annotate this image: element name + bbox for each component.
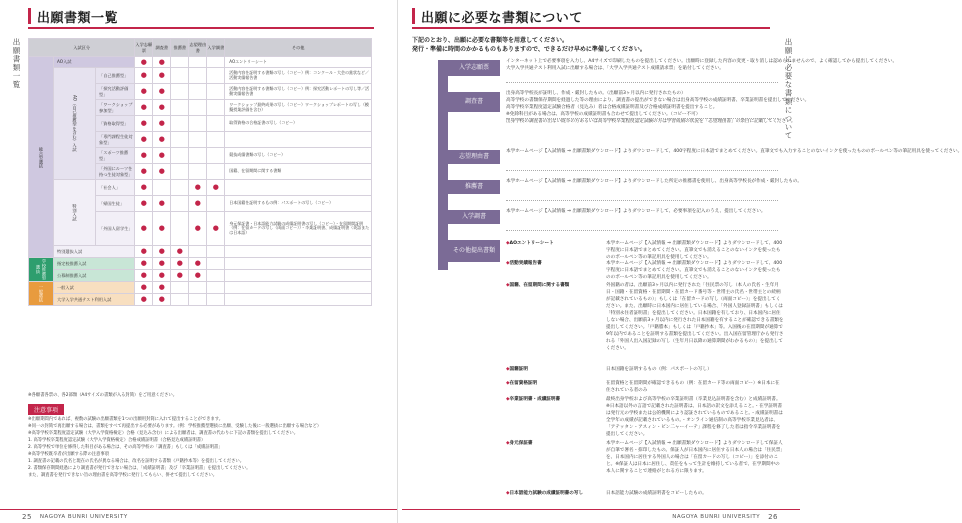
right-page	[402, 0, 962, 523]
check-cell	[153, 294, 171, 306]
other-docs	[225, 294, 372, 306]
other-docs: 競技成績書類の写し（コピー）	[225, 148, 372, 164]
other-docs: AOエントリーシート	[225, 57, 372, 68]
other-doc-text: 本学ホームページ【入試情報 ⇒ 出願書類ダウンロード】よりダウンロードして、400字程度に日本語でまとめてください。直筆文でも消えることのないインクを使ったもののボールペン等の筆記用具を使用してください。	[606, 261, 783, 280]
check-cell	[189, 116, 207, 132]
check-cell	[171, 116, 189, 132]
other-docs	[225, 270, 372, 282]
check-cell	[153, 57, 171, 68]
required-dot: ●	[176, 247, 183, 255]
footer-right	[402, 509, 800, 523]
check-cell	[189, 57, 207, 68]
required-dot: ●	[194, 183, 201, 191]
check-cell	[207, 294, 225, 306]
required-dot: ●	[140, 167, 147, 175]
title-underline	[412, 27, 770, 29]
other-doc-item	[506, 396, 784, 438]
other-docs	[225, 258, 372, 270]
required-dot: ●	[140, 119, 147, 127]
bullet-item: 出身学校の調査書の出ない既卒の方あるいは高等学校卒業程度認定試験の方は学習成績の状況を「志望理由書」の余白に記載してください。	[506, 119, 796, 124]
check-cell	[189, 148, 207, 164]
other-docs: 活動内容を証明する書類の写し（コピー）例：コンクール・大会の賞状など／活動実績報告書	[225, 68, 372, 84]
divider	[506, 200, 778, 201]
other-doc-label: ◆AOエントリーシート	[506, 241, 554, 246]
other-doc-text: 日本国籍を証明するもの（例：パスポートの写し）	[606, 367, 712, 372]
check-cell	[135, 68, 153, 84]
bullet-item: 高等学校の書類保存期間を経過した等の理由により、調査書の提出ができない場合は出身高等学校の成績証明書、卒業証明書を提出してください。	[506, 98, 810, 103]
required-dot: ●	[140, 151, 147, 159]
other-docs	[225, 132, 372, 148]
other-doc-item	[506, 490, 784, 502]
other-doc-text: 最終出身学校および高等学校の卒業証明書（卒業見込証明書を含む）と成績証明書。※日本語以外の言語で記載された証明書は、日本語の訳文を添えること。・在学証明書は発行元の学校または公的機関により認証されているものであること。・成績証明書は全学年の成績が記載されているもの。・オンライン通信制の高等学校卒業見込者は、「アテッタン・アスィン・ビン二ャーイーテ」課程を修了した者は指令卒業証明書を提出してください。	[606, 397, 783, 437]
other-doc-label: ◆在留資格証明	[506, 381, 538, 386]
requirements-table	[28, 38, 372, 306]
check-cell	[171, 196, 189, 212]
check-cell	[171, 294, 189, 306]
check-cell	[189, 258, 207, 270]
table-row	[29, 282, 372, 294]
required-dot: ●	[140, 224, 147, 232]
check-cell	[171, 282, 189, 294]
check-cell	[135, 148, 153, 164]
other-doc-label: ◆活動実績報告書	[506, 261, 542, 266]
required-dot: ●	[158, 151, 165, 159]
check-cell	[171, 84, 189, 100]
check-cell	[189, 294, 207, 306]
other-doc-item	[506, 366, 784, 378]
other-docs: ワークショップ最終成果の写し（コピー）ワークショップレポートの写し（模擬授業評価を含む）	[225, 100, 372, 116]
note-item: ※高等学校既卒者が出願する際の注意事項	[28, 452, 109, 457]
category-text	[506, 90, 810, 125]
category-label: 推薦書	[448, 180, 500, 194]
row-name: 特別選抜入試	[54, 246, 135, 258]
check-cell	[135, 116, 153, 132]
title-underline	[28, 27, 374, 29]
check-cell	[153, 164, 171, 180]
check-cell	[171, 212, 189, 246]
side-accent	[438, 60, 448, 270]
category-label: 入学志願票	[448, 60, 500, 76]
bullet-item: インターネット上で必要事項を入力し、A4サイズで印刷したものを提出してください。出願時に登録した内容の変更・取り消しは認められませんので、よく確認してから提出してください。	[506, 59, 898, 64]
row-name: 「帰国生徒」	[96, 196, 135, 212]
check-cell	[135, 84, 153, 100]
note-item: 2. 高等学校で単位を修得した科目がある場合は、その高等学校の「調査書」もしくは「成績証明書」	[28, 445, 223, 450]
table-row	[29, 270, 372, 282]
bullet-item: 本学ホームページ【入試情報 ⇒ 出願書類ダウンロード】よりダウンロードして、400字程度に日本語でまとめてください。直筆文でも入力することのないインクを使ったもののボールペン等の筆記用具を使ってください。	[506, 149, 962, 154]
check-cell	[189, 68, 207, 84]
check-cell	[135, 282, 153, 294]
group-label: AO（自己推薦型を含む）入試	[54, 68, 96, 180]
table-row	[29, 294, 372, 306]
required-dot: ●	[194, 259, 201, 267]
check-cell	[189, 270, 207, 282]
other-doc-item	[506, 260, 784, 280]
category-label: 志望理由書	[448, 150, 500, 164]
check-cell	[207, 164, 225, 180]
group-label: 一般選抜	[29, 282, 54, 306]
check-cell	[171, 57, 189, 68]
notes-list	[28, 416, 374, 479]
check-cell	[153, 68, 171, 84]
check-cell	[171, 258, 189, 270]
other-doc-text: 本学ホームページ【入試情報 ⇒ 出願書類ダウンロード】よりダウンロードして、400字程度に日本語でまとめてください。直筆文でも消えることのないインクを使ったもののボールペン等の筆記用具を使用してください。	[606, 241, 783, 260]
table-row	[29, 246, 372, 258]
required-dot: ●	[140, 103, 147, 111]
note-item: また、調査書を発行できない旨の理由書を高等学校に発行してもらい、併せて提出してください。	[28, 473, 218, 478]
check-cell	[207, 212, 225, 246]
category-text	[506, 58, 898, 72]
group-label: 学校推薦型選抜	[29, 258, 54, 282]
check-cell	[135, 164, 153, 180]
required-dot: ●	[140, 135, 147, 143]
th-admission-record: 入学調書	[207, 39, 225, 57]
other-docs	[225, 246, 372, 258]
check-cell	[207, 246, 225, 258]
check-cell	[189, 246, 207, 258]
left-page	[0, 0, 398, 523]
category-text	[506, 208, 778, 215]
required-dot: ●	[158, 119, 165, 127]
bullet-icon: ◆	[506, 367, 510, 372]
university-name: NAGOYA BUNRI UNIVERSITY	[39, 513, 128, 520]
bullet-item: ※免除科目がある場合は、高等学校の成績証明書も合わせて提出してください。（コピー不可）	[506, 112, 701, 117]
note-item: 2. 書類保存期間経過により調査書が発行できない場合は、「成績証明書」及び「卒業証明書」を提出してください。	[28, 466, 251, 471]
required-dot: ●	[140, 87, 147, 95]
other-docs: 国籍、在留期間に関する書類	[225, 164, 372, 180]
row-name: 指定校推薦入試	[54, 258, 135, 270]
other-doc-text: 在留資格と在留期間が確認できるもの（例：在留カード等の両面コピー）※日本に在住されている者のみ	[606, 381, 780, 393]
divider	[506, 230, 778, 231]
required-dot: ●	[158, 57, 165, 66]
bullet-icon: ◆	[506, 381, 510, 386]
check-cell	[189, 196, 207, 212]
required-dot: ●	[140, 247, 147, 255]
check-cell	[171, 180, 189, 196]
other-doc-label: ◆卒業証明書・成績証明書	[506, 397, 561, 402]
check-cell	[135, 294, 153, 306]
page-title-right: 出願に必要な書類について	[412, 6, 583, 26]
check-cell	[153, 84, 171, 100]
required-dot: ●	[158, 271, 165, 279]
table-row	[29, 180, 372, 196]
check-cell	[207, 100, 225, 116]
table-row	[29, 258, 372, 270]
check-cell	[135, 196, 153, 212]
group-label: 総合型選抜	[29, 57, 54, 258]
th-exam: 入試区分	[29, 39, 135, 57]
check-cell	[189, 100, 207, 116]
notes-heading: 注意事項	[28, 404, 64, 415]
check-cell	[153, 246, 171, 258]
side-label-left: 出願書類一覧	[12, 38, 21, 89]
check-cell	[171, 270, 189, 282]
bullet-item: 高等学校卒業程度認定試験合格者（見込み）者は合格成績証明書及び合格成績証明書を提出すること。	[506, 105, 718, 110]
required-dot: ●	[176, 271, 183, 279]
other-doc-text: 日本語能力試験の成績証明書をコピーしたもの。	[606, 491, 707, 496]
bullet-icon: ◆	[506, 283, 510, 288]
divider	[506, 82, 778, 83]
bullet-item: 本学ホームページ【入試情報 ⇒ 出願書類ダウンロード】よりダウンロードした所定の推薦書を使用し、出身高等学校長が作成・厳封したもの。	[506, 179, 802, 184]
check-cell	[153, 196, 171, 212]
required-dot: ●	[140, 57, 147, 66]
other-doc-item	[506, 440, 784, 488]
page-number: 26	[768, 512, 778, 521]
check-cell	[189, 84, 207, 100]
check-cell	[207, 84, 225, 100]
note-item: 1. 調査書の記載の氏名と現在の氏名が異なる場合は、改名を証明する書類（戸籍抄本等）を提出してください。	[28, 459, 245, 464]
bullet-icon: ◆	[506, 261, 510, 266]
other-doc-item	[506, 240, 784, 260]
other-doc-text: 外国籍の者は、出願前3ヶ月以内に発行された「住民票の写し（本人の氏名・生年月日・国籍・在留資格・在留期間・在留カード番号等・世帯主の氏名・世帯主との続柄が記載されているもの）」もしくは「在留カードの写し（両面コピー）」を提出してください。また、出願時に日本国内に居住している場合、「外国人登録証明書」もしくは「特別永住者証明書」を提出してください。日本国籍を有しており、日本国内に居住しない場合、出願前3ヶ月以内に発行された日本国籍を有することが確認できる書類を提出してください。「戸籍謄本」もしくは「戸籍抄本」等。入国後の在留期間が通算で9年以内であることを証明する書類を提出してください。出入国在留管理庁から発行される「外国人出入国記録の写し（生年月日以降の通算期間がわかるもの）」を提出してください。	[606, 283, 784, 351]
check-cell	[207, 132, 225, 148]
check-cell	[153, 282, 171, 294]
category-text	[506, 148, 962, 155]
required-dot: ●	[194, 224, 201, 232]
other-docs: 日本国籍を証明するもの例：パスポートの写し（コピー）	[225, 196, 372, 212]
check-cell	[153, 116, 171, 132]
row-name: AO入試	[54, 57, 135, 68]
note-item: ※高等学校卒業程度認定試験（大学入学資格検定）合格（見込み含む）による出願者は、調査書の代わりに下記の書類を提出してください。	[28, 431, 299, 436]
check-cell	[171, 100, 189, 116]
required-dot: ●	[158, 283, 165, 291]
check-cell	[135, 246, 153, 258]
other-docs: 取得資格の合格証書の写し（コピー）	[225, 116, 372, 132]
required-dot: ●	[194, 199, 201, 207]
check-cell	[153, 132, 171, 148]
check-cell	[153, 258, 171, 270]
row-name: 「スポーツ推薦型」	[96, 148, 135, 164]
other-docs	[225, 282, 372, 294]
other-doc-label: ◆日本語能力試験の成績証明書の写し	[506, 491, 584, 496]
check-cell	[153, 148, 171, 164]
check-cell	[153, 180, 171, 196]
th-recommendation: 推薦書	[171, 39, 189, 57]
row-name: 「探究活動評価型」	[96, 84, 135, 100]
required-dot: ●	[158, 103, 165, 111]
check-cell	[171, 132, 189, 148]
intro-text: 下記のとおり、出願に必要な書類等を用意してください。 発行・準備に時間のかかるものもありますので、できるだけ早めに準備してください。	[412, 37, 646, 53]
other-doc-label: ◆身元保証書	[506, 441, 533, 446]
check-cell	[135, 180, 153, 196]
required-dot: ●	[140, 295, 147, 303]
row-name: 「資格取得型」	[96, 116, 135, 132]
footer-left	[0, 509, 397, 523]
other-doc-text: 本学ホームページ【入試情報 ⇒ 出願書類ダウンロード】よりダウンロードして保証人が自筆で署名・捺印したもの。保証人が日本国内に居住する日本人の場合は「住民票」を、日本国内に居住する外国人の場合は「在留カードの写し（コピー）」を添付のこと。※保証人は日本に居住し、責任をもって生計を維持している者で、在学期間中の本人に関することで連絡がとれる方に限ります。	[606, 441, 783, 474]
th-statement: 志望理由書	[189, 39, 207, 57]
required-dot: ●	[212, 183, 219, 191]
note-item: 1. 高等学校卒業程度認定試験（大学入学資格検定）合格成績証明書（合格見込成績証明書）	[28, 438, 206, 443]
check-cell	[189, 212, 207, 246]
check-cell	[135, 132, 153, 148]
page-title-left: 出願書類一覧	[28, 6, 118, 26]
other-docs: 活動内容を証明する書類の写し（コピー）例：探究活動レポートの写し等／活動実績報告書	[225, 84, 372, 100]
bullet-icon: ◆	[506, 491, 510, 496]
row-name: 「ワークショップ参加型」	[96, 100, 135, 116]
bullet-item: 本学ホームページ【入試情報 ⇒ 出願書類ダウンロード】よりダウンロードして、必要事項を記入のうえ、提出してください。	[506, 209, 766, 214]
check-cell	[207, 258, 225, 270]
check-cell	[171, 164, 189, 180]
required-dot: ●	[140, 271, 147, 279]
row-name: 「社会人」	[96, 180, 135, 196]
table-row	[29, 57, 372, 68]
bullet-icon: ◆	[506, 397, 510, 402]
required-dot: ●	[158, 295, 165, 303]
university-name: NAGOYA BUNRI UNIVERSITY	[672, 513, 761, 520]
th-transcript: 調査書	[153, 39, 171, 57]
required-dot: ●	[158, 71, 165, 79]
check-cell	[189, 132, 207, 148]
category-label: その他提出書類	[448, 240, 500, 262]
required-dot: ●	[140, 283, 147, 291]
check-cell	[189, 164, 207, 180]
check-cell	[135, 270, 153, 282]
row-name: 大学入学共通テスト利用入試	[54, 294, 135, 306]
category-label: 調査書	[448, 92, 500, 112]
note-item: ※同一の封筒で再出願する場合は、書類をすべて再提出する必要があります。（例：学校推薦型選抜に出願、受験した後に一般選抜に出願する場合など）	[28, 424, 322, 429]
check-cell	[171, 246, 189, 258]
check-cell	[135, 212, 153, 246]
required-dot: ●	[158, 87, 165, 95]
check-cell	[189, 180, 207, 196]
group-label: 特別入試	[54, 180, 96, 246]
row-name: 「外国人留学生」	[96, 212, 135, 246]
required-dot: ●	[158, 199, 165, 207]
divider	[506, 170, 778, 171]
other-doc-item	[506, 282, 784, 364]
check-cell	[153, 270, 171, 282]
th-other: その他	[225, 39, 372, 57]
check-cell	[207, 196, 225, 212]
check-cell	[153, 212, 171, 246]
required-dot: ●	[158, 259, 165, 267]
bullet-item: 大学入学共通テスト利用入試に出願する場合は、「大学入学共通テスト成績請求票」を貼付してください。	[506, 66, 724, 71]
check-cell	[207, 68, 225, 84]
bullet-icon: ◆	[506, 441, 510, 446]
bullet-icon: ◆	[506, 241, 510, 246]
required-dot: ●	[158, 135, 165, 143]
check-cell	[135, 57, 153, 68]
category-text	[506, 178, 802, 185]
other-docs: 身元保証書・日本語能力試験の成績証明書の写し（コピー）・在留期間証明（例：在留カードの写し（両面コピー））・卒業証明書、成績証明書（英語または日本語）	[225, 212, 372, 246]
divider	[506, 118, 778, 119]
required-dot: ●	[140, 199, 147, 207]
required-dot: ●	[158, 247, 165, 255]
check-cell	[135, 100, 153, 116]
th-application-form: 入学志願票	[135, 39, 153, 57]
category-label: 入学調書	[448, 210, 500, 224]
required-dot: ●	[176, 259, 183, 267]
other-doc-item	[506, 380, 784, 394]
other-doc-label: ◆国籍、在留期間に関する書類	[506, 283, 570, 288]
check-cell	[207, 116, 225, 132]
required-dot: ●	[158, 224, 165, 232]
check-cell	[207, 270, 225, 282]
row-name: 「専門課程生徒対象型」	[96, 132, 135, 148]
required-dot: ●	[158, 167, 165, 175]
note-item: ※出願期間内であれば、複数の試験の出願書類を1つの出願用封筒に入れて提出することができます。	[28, 417, 224, 422]
required-dot: ●	[140, 71, 147, 79]
check-cell	[207, 148, 225, 164]
required-dot: ●	[140, 183, 147, 191]
check-cell	[135, 258, 153, 270]
row-name: 公募制推薦入試	[54, 270, 135, 282]
row-name: 「外国にルーツを持つ生徒対象型」	[96, 164, 135, 180]
check-cell	[153, 100, 171, 116]
required-dot: ●	[212, 224, 219, 232]
other-doc-label: ◆国籍証明	[506, 367, 528, 372]
required-dot: ●	[140, 259, 147, 267]
table-note: ※各願書各票の、各2部類（A4サイズの書類が入る封筒）をご用意ください。	[28, 393, 177, 398]
check-cell	[171, 68, 189, 84]
check-cell	[171, 148, 189, 164]
check-cell	[207, 57, 225, 68]
page-number: 25	[22, 512, 32, 521]
bullet-item: 出身高等学校長が証明し、作成・厳封したもの。（出願前3ヶ月以内に発行されたもの）	[506, 91, 686, 96]
check-cell	[207, 180, 225, 196]
row-name: 一般入試	[54, 282, 135, 294]
table-row	[29, 68, 372, 84]
required-dot: ●	[194, 271, 201, 279]
check-cell	[207, 282, 225, 294]
other-docs	[225, 180, 372, 196]
row-name: 「自己推薦型」	[96, 68, 135, 84]
check-cell	[189, 282, 207, 294]
side-label-right: 出願に必要な書類について	[784, 38, 793, 140]
